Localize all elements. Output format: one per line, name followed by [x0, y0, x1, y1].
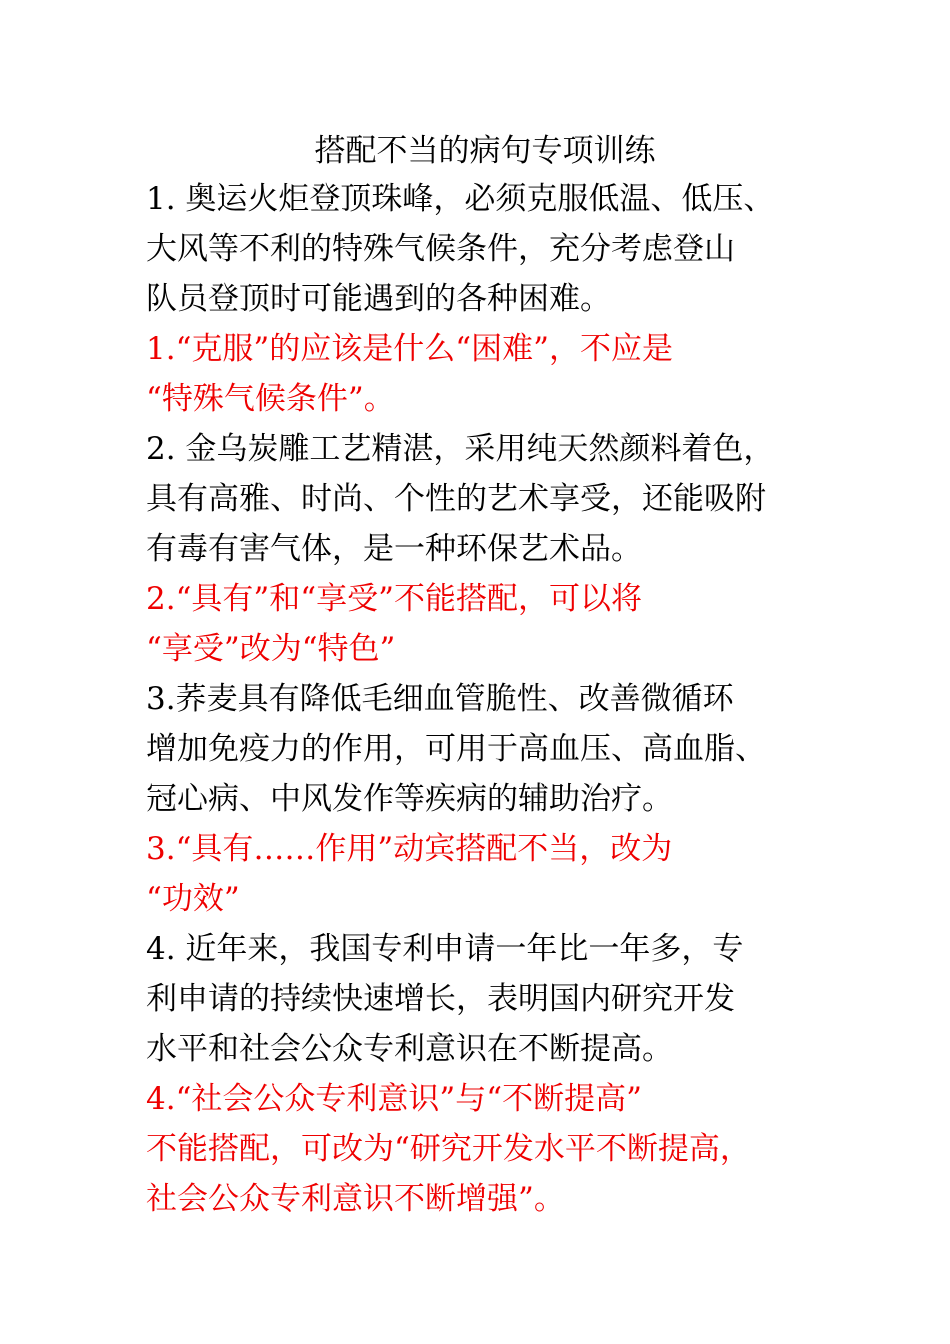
question-2-line-2: 具有高雅、时尚、个性的艺术享受，还能吸附 [146, 481, 766, 517]
answer-3-line-2: “功效” [146, 881, 240, 917]
question-4-line-2: 利申请的持续快速增长，表明国内研究开发 [146, 981, 735, 1017]
question-3-line-1: 3.荞麦具有降低毛细血管脆性、改善微循环 [146, 681, 734, 717]
answer-2-line-1: 2.“具有”和“享受”不能搭配，可以将 [146, 581, 642, 617]
answer-3-line-1: 3.“具有……作用”动宾搭配不当，改为 [146, 831, 673, 867]
answer-2-line-2: “享受”改为“特色” [146, 631, 396, 667]
answer-4-line-2: 不能搭配，可改为“研究开发水平不断提高， [146, 1131, 751, 1167]
question-4 [146, 924, 814, 1074]
question-3 [146, 674, 814, 824]
document-title: 搭配不当的病句专项训练 [314, 133, 656, 169]
answer-4-line-3: 社会公众专利意识不断增强”。 [146, 1181, 565, 1217]
answer-4-line-1: 4.“社会公众专利意识”与“不断提高” [146, 1081, 642, 1117]
question-1-line-1: 1. 奥运火炬登顶珠峰，必须克服低温、低压、 [146, 181, 775, 217]
question-1 [146, 174, 814, 324]
question-1-line-2: 大风等不利的特殊气候条件，充分考虑登山 [146, 231, 735, 267]
question-4-line-3: 水平和社会公众专利意识在不断提高。 [146, 1031, 673, 1067]
answer-4 [146, 1074, 814, 1224]
question-3-line-3: 冠心病、中风发作等疾病的辅助治疗。 [146, 781, 673, 817]
question-2-line-1: 2. 金乌炭雕工艺精湛，采用纯天然颜料着色， [146, 431, 775, 467]
question-2-line-3: 有毒有害气体，是一种环保艺术品。 [146, 531, 642, 567]
answer-1-line-2: “特殊气候条件”。 [146, 381, 395, 417]
question-4-line-1: 4. 近年来，我国专利申请一年比一年多，专 [146, 931, 744, 967]
question-2 [146, 424, 814, 574]
question-3-line-2: 增加免疫力的作用，可用于高血压、高血脂、 [146, 731, 766, 767]
question-1-line-3: 队员登顶时可能遇到的各种困难。 [146, 281, 611, 317]
answer-3 [146, 824, 814, 924]
answer-1-line-1: 1.“克服”的应该是什么“困难”，不应是 [146, 331, 673, 367]
answer-1 [146, 324, 814, 424]
answer-2 [146, 574, 814, 674]
document-page [146, 128, 814, 1224]
